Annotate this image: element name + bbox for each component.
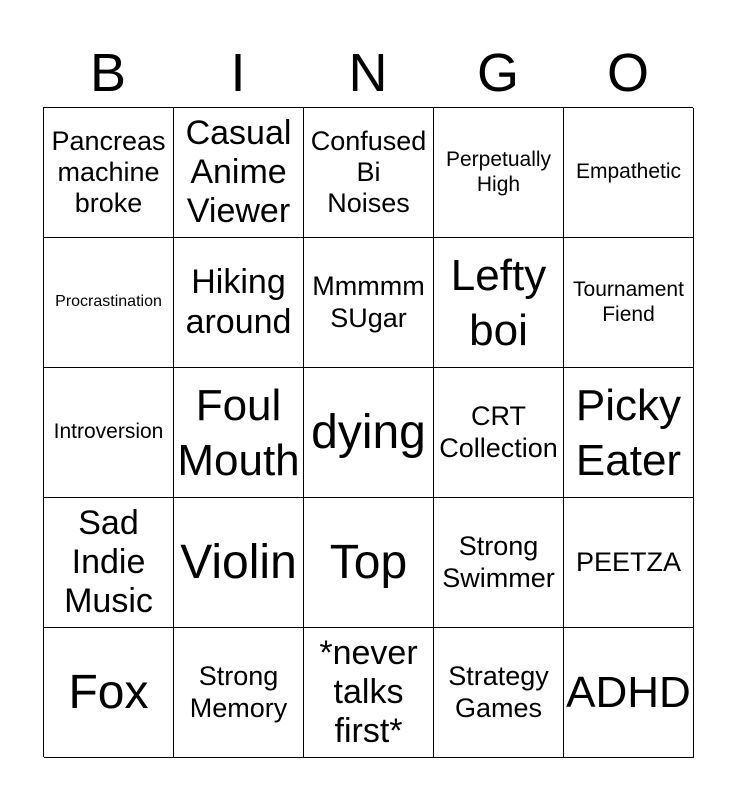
cell-text: Pancreas machine broke [51,125,166,219]
cell-text: Hiking around [185,263,292,341]
bingo-cell-r2-c4[interactable] [434,238,564,368]
bingo-cell-r3-c5[interactable] [564,368,694,498]
bingo-cell-r1-c1[interactable] [44,108,174,238]
cell-text: Top [329,535,408,589]
bingo-cell-r3-c4[interactable] [434,368,564,498]
bingo-cell-r5-c3[interactable] [304,628,434,758]
cell-text: Fox [68,665,149,719]
cell-text: PEETZA [575,546,682,577]
header-letter-g: G [476,43,519,103]
cell-text: Strong Memory [189,661,288,723]
cell-text: Perpetually High [445,148,552,196]
cell-text: Confused Bi Noises [310,125,427,219]
bingo-cell-r5-c4[interactable] [434,628,564,758]
cell-text: Foul Mouth [177,380,300,485]
cell-text: Picky Eater [575,380,682,485]
bingo-cell-r5-c1[interactable] [44,628,174,758]
cell-text: Strategy Games [448,661,549,723]
bingo-cell-r2-c1[interactable] [44,238,174,368]
bingo-cell-r1-c2[interactable] [174,108,304,238]
cell-text: Sad Indie Music [64,503,153,621]
header-letter-o: O [606,43,649,103]
bingo-cell-r4-c4[interactable] [434,498,564,628]
bingo-cell-r1-c5[interactable] [564,108,694,238]
bingo-cell-r3-c1[interactable] [44,368,174,498]
bingo-cell-r3-c3[interactable] [304,368,434,498]
bingo-board [43,107,693,757]
cell-text: Tournament Fiend [573,278,684,326]
bingo-cell-r5-c2[interactable] [174,628,304,758]
cell-text: *never talks first* [319,633,418,751]
bingo-cell-r2-c2[interactable] [174,238,304,368]
header-letter-n: N [348,43,388,103]
cell-text: Procrastination [55,293,162,311]
bingo-cell-r3-c2[interactable] [174,368,304,498]
bingo-cell-r5-c5[interactable] [564,628,694,758]
bingo-cell-r2-c3[interactable] [304,238,434,368]
header-letter-i: I [230,43,246,103]
bingo-cell-r1-c3[interactable] [304,108,434,238]
bingo-cell-r4-c5[interactable] [564,498,694,628]
cell-text: Lefty boi [450,250,547,355]
cell-text: Strong Swimmer [442,531,555,593]
cell-text: Casual Anime Viewer [185,113,292,231]
cell-text: Mmmmm SUgar [312,271,425,333]
cell-text: CRT Collection [439,401,558,463]
bingo-cell-r4-c1[interactable] [44,498,174,628]
header-letter-b: B [89,43,127,103]
bingo-cell-r2-c5[interactable] [564,238,694,368]
cell-text: Introversion [53,420,164,444]
cell-text: dying [311,405,426,459]
bingo-header [43,40,693,106]
cell-text: Violin [180,535,297,589]
bingo-cell-r1-c4[interactable] [434,108,564,238]
bingo-cell-r4-c3[interactable] [304,498,434,628]
cell-text: ADHD [566,668,691,717]
cell-text: Empathetic [575,160,682,184]
bingo-cell-r4-c2[interactable] [174,498,304,628]
